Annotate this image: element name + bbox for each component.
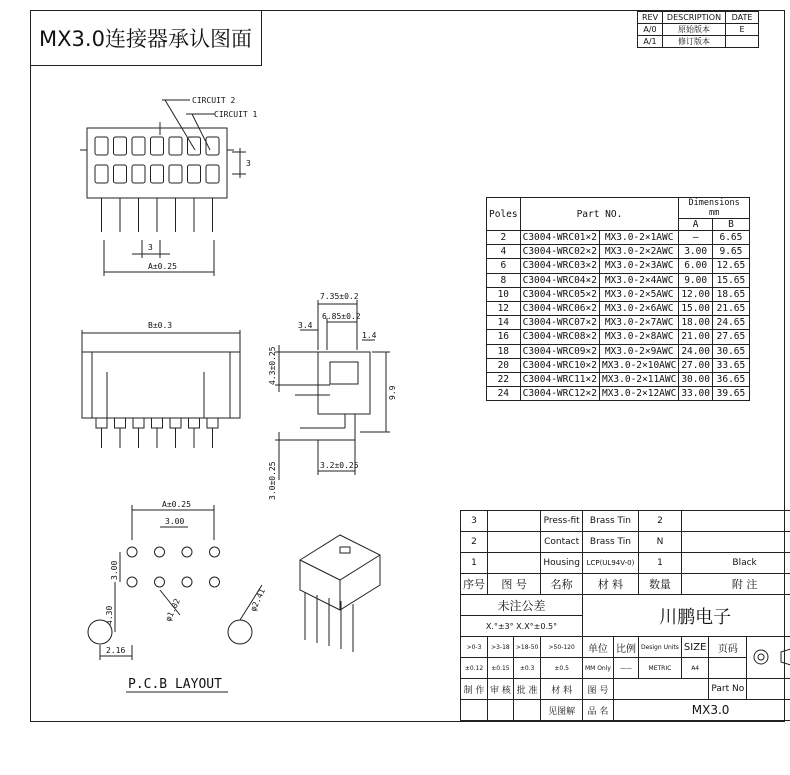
rev-desc-cell: 修订版本 [663, 36, 726, 48]
cell-poles: 12 [487, 301, 521, 315]
cell-b: 18.65 [712, 287, 749, 301]
pcb-hole [182, 547, 192, 557]
sign-label: 制 作 [461, 679, 488, 700]
part-no-header: Part NO. [520, 198, 679, 231]
cell-poles: 6 [487, 259, 521, 273]
bom-note: Black [681, 553, 790, 574]
table-row [487, 344, 750, 358]
cell-p1: C3004-WRC07×2 [520, 316, 599, 330]
mounting-hole-right [228, 620, 252, 644]
bom-note [681, 511, 790, 532]
scale-label: 比例 [613, 637, 638, 658]
cell-p1: C3004-WRC04×2 [520, 273, 599, 287]
sign-label: 图 号 [582, 679, 613, 700]
cell-p2: MX3.0-2×1AWC [599, 231, 678, 245]
see-drawing: 见图解 [541, 700, 583, 721]
bom-no: 2 [461, 532, 488, 553]
dim-3-2-label: 3.2±0.25 [320, 461, 359, 470]
cell-a: 3.00 [679, 245, 713, 259]
cell-poles: 14 [487, 316, 521, 330]
poles-header: Poles [487, 198, 521, 231]
pitch-dim-bottom: 3 [148, 243, 153, 252]
range-cell: >18-50 [513, 637, 540, 658]
size-label: SIZE [681, 637, 708, 658]
cell-p1: C3004-WRC02×2 [520, 245, 599, 259]
dim-3-4-label: 3.4 [298, 321, 313, 330]
range-cell: >0-3 [461, 637, 488, 658]
pcb-hole [210, 547, 220, 557]
cell-b: 15.65 [712, 273, 749, 287]
dimensions-table [486, 197, 750, 401]
pcb-dim-3-label: 3.00 [165, 517, 185, 526]
sign-label: 批 准 [513, 679, 540, 700]
bom-qty: N [638, 532, 681, 553]
pin-base [189, 418, 200, 428]
bom-header-no: 序号 [461, 574, 488, 595]
dim-b-header: B [712, 219, 749, 231]
cell-poles: 22 [487, 372, 521, 386]
design-units: Design Units [638, 637, 681, 658]
pcb-dim-2-16-label: 2.16 [106, 646, 126, 655]
bom-desc: Press-fit [541, 511, 583, 532]
product-label: 品 名 [582, 700, 613, 721]
cavity [188, 165, 201, 183]
product-name: MX3.0 [613, 700, 790, 721]
rev-header: REV [638, 12, 663, 24]
pcb-dim-3v-label: 3.00 [110, 560, 119, 580]
date-header: DATE [726, 12, 759, 24]
mounting-hole-left [88, 620, 112, 644]
pcb-hole [127, 547, 137, 557]
cell-p1: C3004-WRC05×2 [520, 287, 599, 301]
tol-cell: ±0.12 [461, 658, 488, 679]
connector-isometric-view [300, 535, 380, 652]
bom-desc: Housing [541, 553, 583, 574]
cell-a: 9.00 [679, 273, 713, 287]
drawing-title: MX3.0连接器承认图面 [30, 10, 262, 66]
tolerance-angle: X.°±3° X.X°±0.5° [461, 616, 583, 637]
cell-a: 6.00 [679, 259, 713, 273]
pcb-dim-1-02-label: φ1.02 [163, 597, 182, 623]
cell-p2: MX3.0-2×8AWC [599, 330, 678, 344]
table-row [487, 231, 750, 245]
housing-front-view [82, 352, 240, 418]
cell-a: 24.00 [679, 344, 713, 358]
pcb-layout-title: P.C.B LAYOUT [128, 677, 222, 692]
cell-a: 21.00 [679, 330, 713, 344]
cell-p1: C3004-WRC12×2 [520, 387, 599, 401]
cell-b: 21.65 [712, 301, 749, 315]
dim-4-3-label: 4.3±0.25 [268, 346, 277, 385]
cell-p2: MX3.0-2×12AWC [599, 387, 678, 401]
cavity [188, 137, 201, 155]
size-value: A4 [681, 658, 708, 679]
tol-cell: ±0.3 [513, 658, 540, 679]
sign-label: 材 料 [541, 679, 583, 700]
cell-a: — [679, 231, 713, 245]
cell-p1: C3004-WRC10×2 [520, 358, 599, 372]
pcb-hole [182, 577, 192, 587]
cavity [169, 165, 182, 183]
dim-a-header: A [679, 219, 713, 231]
pin-base [115, 418, 126, 428]
bom-header-drawing: 图 号 [488, 574, 541, 595]
bom-material: Brass Tin [582, 532, 638, 553]
cell-poles: 20 [487, 358, 521, 372]
pcb-dim-2-41-label: φ2.41 [248, 587, 267, 613]
cell-b: 24.65 [712, 316, 749, 330]
cell-poles: 18 [487, 344, 521, 358]
cell-a: 33.00 [679, 387, 713, 401]
front-pin-row [96, 418, 218, 448]
pin-base [207, 418, 218, 428]
table-row [487, 316, 750, 330]
cell-p2: MX3.0-2×7AWC [599, 316, 678, 330]
cell-poles: 8 [487, 273, 521, 287]
dim-a-top-view: A±0.25 [148, 262, 177, 271]
projection-icon [749, 642, 790, 672]
pcb-hole-grid [127, 547, 220, 587]
table-row [487, 358, 750, 372]
range-cell: >3-18 [488, 637, 514, 658]
table-row [487, 273, 750, 287]
cell-b: 27.65 [712, 330, 749, 344]
pin-row [102, 198, 213, 232]
pin-base [152, 418, 163, 428]
dim-1-4-label: 1.4 [362, 331, 377, 340]
circuit-2-label: CIRCUIT 2 [192, 96, 236, 105]
cavity [95, 137, 108, 155]
cell-b: 39.65 [712, 387, 749, 401]
cell-b: 6.65 [712, 231, 749, 245]
sign-label: 审 核 [488, 679, 514, 700]
tolerance-title: 未注公差 [461, 595, 583, 616]
cavity [114, 137, 127, 155]
bom-table [460, 510, 790, 721]
bom-note [681, 532, 790, 553]
metric-value: METRIC [638, 658, 681, 679]
rev-cell: A/1 [638, 36, 663, 48]
cell-poles: 24 [487, 387, 521, 401]
pcb-hole [155, 547, 165, 557]
cell-p2: MX3.0-2×6AWC [599, 301, 678, 315]
dimensions-header: Dimensions mm [679, 198, 750, 219]
bom-no: 1 [461, 553, 488, 574]
pcb-dim-a-label: A±0.25 [162, 500, 191, 509]
bom-qty: 2 [638, 511, 681, 532]
bom-header-material: 材 料 [582, 574, 638, 595]
scale-value: —— [613, 658, 638, 679]
cell-p1: C3004-WRC01×2 [520, 231, 599, 245]
cell-p1: C3004-WRC08×2 [520, 330, 599, 344]
bom-header-name: 名称 [541, 574, 583, 595]
pin-base [133, 418, 144, 428]
circuit-1-label: CIRCUIT 1 [214, 110, 258, 119]
bom-material: Brass Tin [582, 511, 638, 532]
cell-b: 12.65 [712, 259, 749, 273]
table-row [487, 372, 750, 386]
rev-cell: A/0 [638, 24, 663, 36]
dim-7-35-label: 7.35±0.2 [320, 292, 359, 301]
pcb-hole [210, 577, 220, 587]
cell-a: 18.00 [679, 316, 713, 330]
rev-desc-cell: 原始版本 [663, 24, 726, 36]
bom-no: 3 [461, 511, 488, 532]
cell-p1: C3004-WRC11×2 [520, 372, 599, 386]
table-row [487, 301, 750, 315]
page-label: 页码 [709, 637, 747, 658]
table-row [487, 287, 750, 301]
dim-3-0-label: 3.0±0.25 [268, 461, 277, 500]
cavity [132, 165, 145, 183]
table-row [487, 387, 750, 401]
cell-b: 30.65 [712, 344, 749, 358]
pcb-dim-4-3-label: 4.30 [105, 605, 114, 625]
cavity [132, 137, 145, 155]
cavity [114, 165, 127, 183]
cell-p2: MX3.0-2×9AWC [599, 344, 678, 358]
projection-symbol [747, 637, 790, 679]
cell-p2: MX3.0-2×5AWC [599, 287, 678, 301]
tol-cell: ±0.5 [541, 658, 583, 679]
part-no-label: Part No [709, 679, 747, 700]
range-cell: >50-120 [541, 637, 583, 658]
cavity [151, 165, 164, 183]
dim-b-label: B±0.3 [148, 321, 173, 330]
unit-label: 单位 [582, 637, 613, 658]
housing-side-view [318, 352, 370, 414]
cell-a: 15.00 [679, 301, 713, 315]
pcb-hole [155, 577, 165, 587]
cell-b: 36.65 [712, 372, 749, 386]
cell-a: 30.00 [679, 372, 713, 386]
cell-p2: MX3.0-2×11AWC [599, 372, 678, 386]
cell-p2: MX3.0-2×2AWC [599, 245, 678, 259]
cell-poles: 4 [487, 245, 521, 259]
cavity [206, 165, 219, 183]
cell-poles: 16 [487, 330, 521, 344]
cell-p1: C3004-WRC06×2 [520, 301, 599, 315]
cell-a: 12.00 [679, 287, 713, 301]
cell-p1: C3004-WRC09×2 [520, 344, 599, 358]
bom-material: LCP(UL94V-0) [582, 553, 638, 574]
tol-cell: ±0.15 [488, 658, 514, 679]
pin-base [96, 418, 107, 428]
cell-p1: C3004-WRC03×2 [520, 259, 599, 273]
cell-a: 27.00 [679, 358, 713, 372]
cell-poles: 10 [487, 287, 521, 301]
cell-poles: 2 [487, 231, 521, 245]
cell-p2: MX3.0-2×3AWC [599, 259, 678, 273]
table-row [487, 245, 750, 259]
table-row [487, 259, 750, 273]
rev-date-cell: E [726, 24, 759, 36]
cavity [95, 165, 108, 183]
cell-p2: MX3.0-2×4AWC [599, 273, 678, 287]
pitch-dim-right: 3 [246, 159, 251, 168]
bom-desc: Contact [541, 532, 583, 553]
cavity [151, 137, 164, 155]
description-header: DESCRIPTION [663, 12, 726, 24]
cell-b: 9.65 [712, 245, 749, 259]
dim-9-9-label: 9.9 [388, 385, 397, 400]
company-name: 川鹏电子 [582, 595, 790, 637]
cell-b: 33.65 [712, 358, 749, 372]
pcb-hole [127, 577, 137, 587]
dim-6-85-label: 6.85±0.2 [322, 312, 361, 321]
bom-qty: 1 [638, 553, 681, 574]
mm-only: MM Only [582, 658, 613, 679]
cell-p2: MX3.0-2×10AWC [599, 358, 678, 372]
cavity-grid [95, 137, 219, 183]
bom-header-note: 附 注 [681, 574, 790, 595]
cavity [169, 137, 182, 155]
bom-header-qty: 数量 [638, 574, 681, 595]
table-row [487, 330, 750, 344]
pin-base [170, 418, 181, 428]
